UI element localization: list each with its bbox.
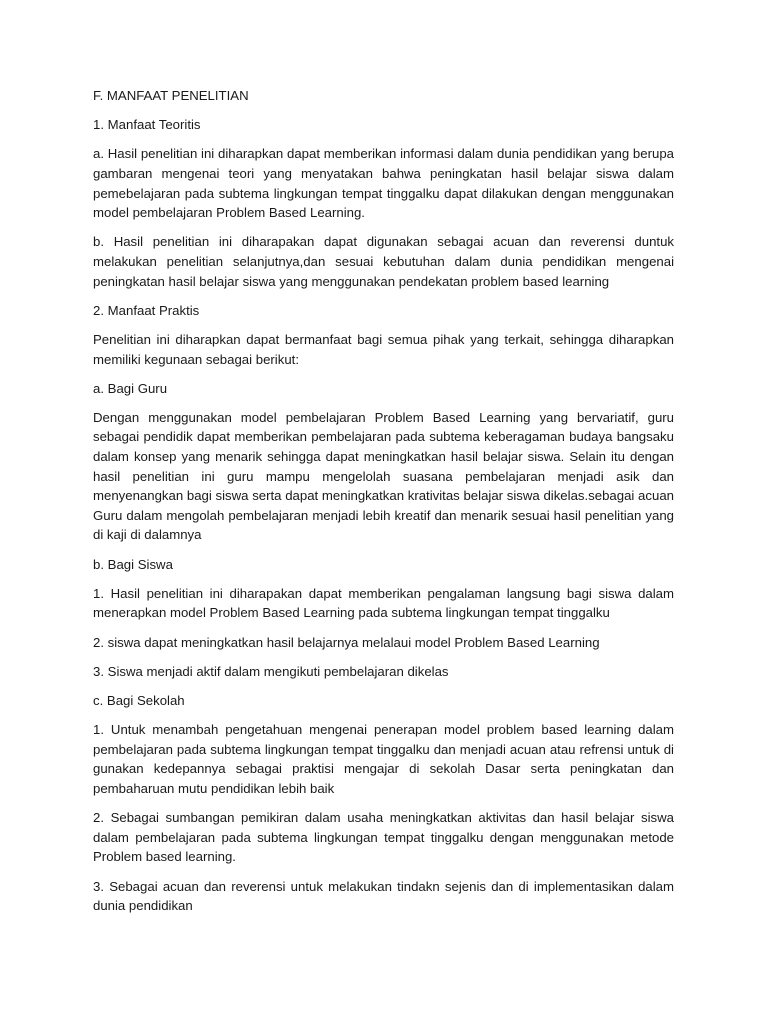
list-item-siswa-2: 2. siswa dapat meningkatkan hasil belajarnya melalaui model Problem Based Learning <box>93 634 600 650</box>
list-item-sekolah-1: 1. Untuk menambah pengetahuan mengenai penerapan model problem based learning dalam pembelajaran pada subtema lingkungan tempat tinggalku dan menjadi acuan atau refrensi untuk di gunakan kedepannya sebagai praktisi mengajar di sekolah Dasar serta peningkatan dan pembaharuan mutu pendidikan lebih baik <box>93 722 674 796</box>
list-item-siswa-3: 3. Siswa menjadi aktif dalam mengikuti pembelajaran dikelas <box>93 663 449 679</box>
heading-bagi-guru: a. Bagi Guru <box>93 380 168 396</box>
paragraph-teoritis-a: a. Hasil penelitian ini diharapkan dapat memberikan informasi dalam dunia pendidikan yang berupa gambaran mengenai teori yang menyatakan bahwa peningkatan hasil belajar siswa dalam pemebelajaran pada subtema lingkungan tempat tinggalku dapat dilakukan dengan menggunakan model pembelajaran Problem Based Learning. <box>93 146 674 221</box>
section-title: F. MANFAAT PENELITIAN <box>93 88 249 103</box>
subsection-title-teoritis: 1. Manfaat Teoritis <box>93 117 201 133</box>
paragraph-praktis-intro: Penelitian ini diharapkan dapat bermanfaat bagi semua pihak yang terkait, sehingga diharapkan memiliki kegunaan sebagai berikut: <box>93 331 674 367</box>
heading-bagi-sekolah: c. Bagi Sekolah <box>93 692 185 708</box>
list-item-siswa-1: 1. Hasil penelitian ini diharapakan dapat memberikan pengalaman langsung bagi siswa dalam menerapkan model Problem Based Learning pada subtema lingkungan tempat tinggalku <box>93 585 674 621</box>
list-item-sekolah-2: 2. Sebagai sumbangan pemikiran dalam usaha meningkatkan aktivitas dan hasil belajar siswa dalam pembelajaran pada subtema lingkungan tempat tinggalku dengan menggunakan metode Problem based learning. <box>93 810 674 865</box>
paragraph-teoritis-b: b. Hasil penelitian ini diharapakan dapat digunakan sebagai acuan dan reverensi duntuk melakukan penelitian selanjutnya,dan sesuai kebutuhan dalam dunia pendidikan mengenai peningkatan hasil belajar siswa yang menggunakan pendekatan problem based learning <box>93 234 674 289</box>
paragraph-bagi-guru: Dengan menggunakan model pembelajaran Problem Based Learning yang bervariatif, guru sebagai pendidik dapat memberikan pembelajaran pada subtema keberagaman budaya bangsaku dalam konsep yang menarik sehingga dapat meningkatkan hasil belajar siswa. Selain itu dengan hasil penelitian ini guru mampu mengelolah suasana pembelajaran menjadi asik dan menyenangkan bagi siswa serta dapat meningkatkan krativitas belajar siswa dikelas.sebagai acuan Guru dalam mengolah pembelajaran menjadi lebih kreatif dan menarik sesuai hasil penelitian yang di kaji di dalamnya <box>93 409 674 543</box>
document-page <box>93 86 674 925</box>
heading-bagi-siswa: b. Bagi Siswa <box>93 556 173 572</box>
subsection-title-praktis: 2. Manfaat Praktis <box>93 302 200 318</box>
list-item-sekolah-3: 3. Sebagai acuan dan reverensi untuk melakukan tindakn sejenis dan di implementasikan dalam dunia pendidikan <box>93 878 674 914</box>
